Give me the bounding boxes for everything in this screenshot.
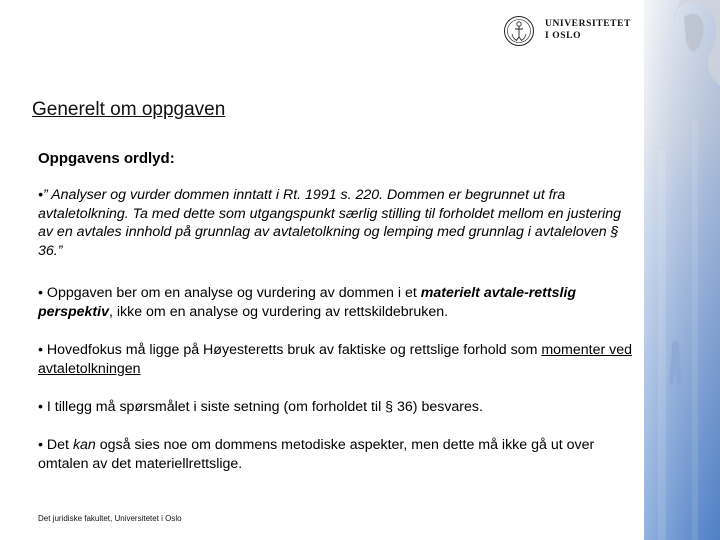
- section-subtitle: Oppgavens ordlyd:: [38, 150, 175, 167]
- decorative-side-band: [644, 0, 720, 540]
- bullet-5-pre: • Det: [38, 437, 73, 453]
- bullet-perspective: [38, 284, 638, 321]
- page-title: Generelt om oppgaven: [32, 99, 226, 120]
- bullet-5-post: også sies noe om dommens metodiske aspekter, men dette må ikke gå ut over omtalen av det materiellrettslige.: [38, 437, 595, 472]
- statue-decoration-icon: [644, 0, 720, 540]
- bullet-2-emphasis: materielt avtale-rettslig perspektiv: [38, 285, 577, 320]
- university-seal-icon: [503, 14, 535, 48]
- logo-line-2: I OSLO: [545, 31, 582, 41]
- bullet-2-pre: • Oppgaven ber om en analyse og vurdering av dommen i et: [38, 285, 421, 301]
- bullet-3-pre: • Hovedfokus må ligge på Høyesteretts bruk av faktiske og rettslige forhold som: [38, 342, 542, 358]
- footer-text: Det juridiske fakultet, Universitetet i Oslo: [38, 514, 182, 523]
- bullet-main-focus: [38, 341, 638, 378]
- bullet-3-underlined: momenter ved avtaletolkningen: [38, 342, 633, 377]
- bullet-method-aspects: [38, 436, 638, 473]
- bullet-1-text: •” Analyser og vurder dommen inntatt i Rt. 1991 s. 220. Dommen er begrunnet ut fra avtaletolkning. Ta med dette som utgangspunkt særlig stilling til forholdet mellom en justering av en avtales innhold på grunnlag av avtaletolkning og lemping med grunnlag i avtaleloven § 36.”: [38, 187, 622, 260]
- logo-line-1: UNIVERSITETET: [545, 19, 631, 29]
- bullet-5-emphasis: kan: [72, 437, 96, 453]
- bullet-4-text: • I tillegg må spørsmålet i siste setning (om forholdet til § 36) besvares.: [38, 399, 483, 415]
- university-logo: [503, 12, 638, 50]
- bullet-additional-question: [38, 398, 638, 417]
- bullet-2-post: , ikke om en analyse og vurdering av rettskildebruken.: [108, 303, 449, 320]
- bullet-assignment-text: [38, 186, 638, 261]
